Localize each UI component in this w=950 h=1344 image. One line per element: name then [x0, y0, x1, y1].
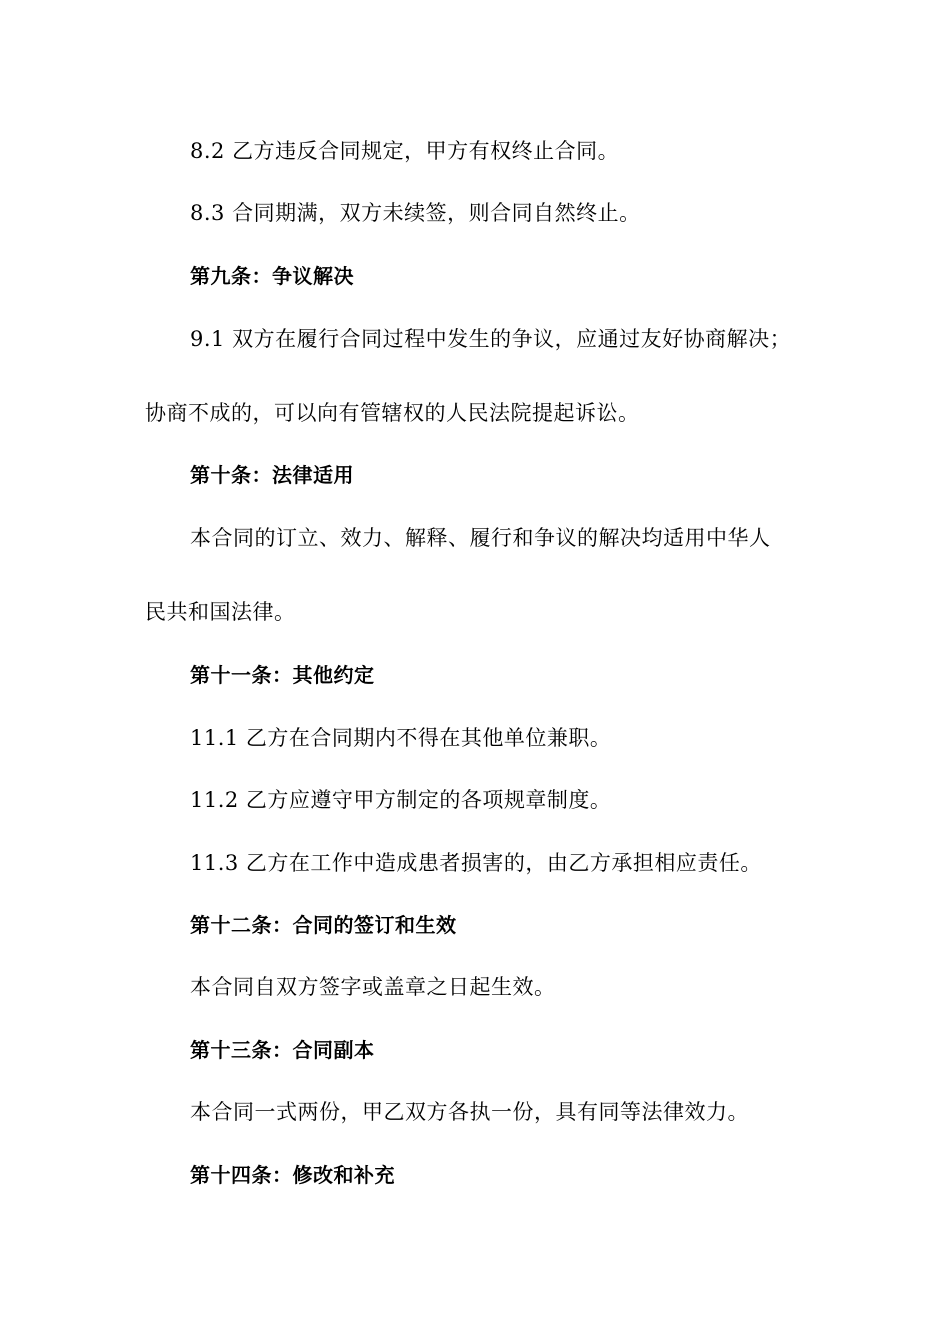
clause-11-3: 11.3 乙方在工作中造成患者损害的，由乙方承担相应责任。 [190, 851, 762, 875]
article-14-heading: 第十四条：修改和补充 [190, 1163, 395, 1187]
clause-9-1: 9.1 双方在履行合同过程中发生的争议，应通过友好协商解决； [190, 327, 792, 351]
article-10-paragraph: 本合同的订立、效力、解释、履行和争议的解决均适用中华人 [190, 526, 771, 550]
article-12-heading: 第十二条：合同的签订和生效 [190, 913, 457, 937]
clause-11-2: 11.2 乙方应遵守甲方制定的各项规章制度。 [190, 788, 612, 812]
article-10-paragraph-continued: 民共和国法律。 [145, 600, 296, 624]
article-10-heading: 第十条：法律适用 [190, 463, 354, 487]
article-12-paragraph: 本合同自双方签字或盖章之日起生效。 [190, 975, 556, 999]
clause-8-3: 8.3 合同期满，双方未续签，则合同自然终止。 [190, 201, 641, 225]
clause-11-1: 11.1 乙方在合同期内不得在其他单位兼职。 [190, 726, 612, 750]
article-13-heading: 第十三条：合同副本 [190, 1038, 375, 1062]
article-9-heading: 第九条：争议解决 [190, 264, 354, 288]
article-13-paragraph: 本合同一式两份，甲乙双方各执一份，具有同等法律效力。 [190, 1100, 749, 1124]
clause-8-2: 8.2 乙方违反合同规定，甲方有权终止合同。 [190, 139, 620, 163]
article-11-heading: 第十一条：其他约定 [190, 663, 375, 687]
clause-9-1-continued: 协商不成的，可以向有管辖权的人民法院提起诉讼。 [145, 401, 640, 425]
